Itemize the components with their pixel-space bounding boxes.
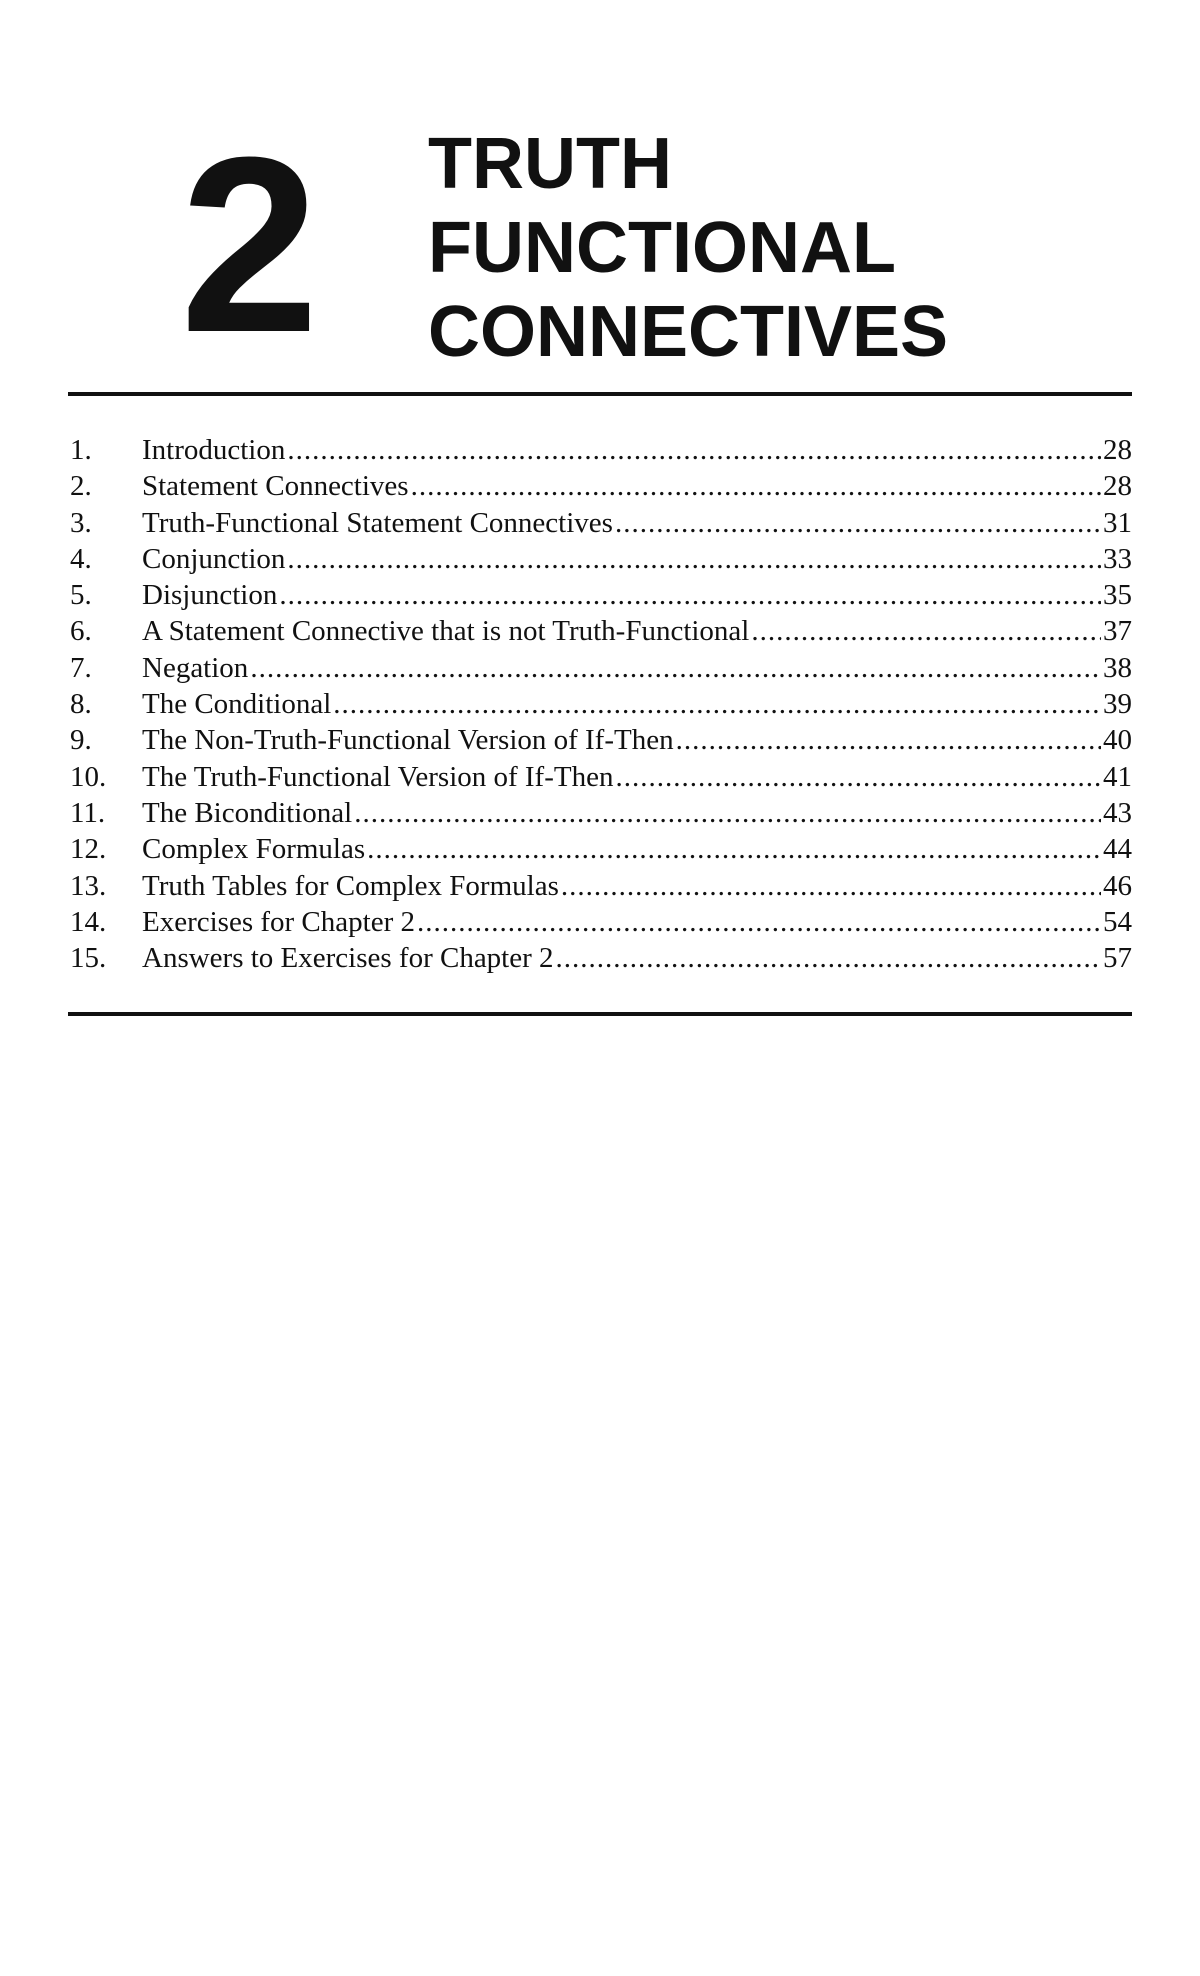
toc-entry-number: 4. (70, 542, 92, 575)
chapter-number: 2 (180, 105, 320, 384)
toc-entry[interactable] (70, 505, 1132, 541)
dot-leader (417, 904, 1101, 940)
toc-entry-number: 1. (70, 434, 92, 466)
toc-entry-title: Introduction (142, 434, 286, 466)
toc-entry[interactable] (70, 432, 1132, 468)
toc-entry-title: The Non-Truth-Functional Version of If-Then (142, 724, 674, 757)
dot-leader (354, 795, 1101, 831)
toc-entry-page: 54 (1103, 905, 1132, 938)
toc-entry[interactable] (70, 686, 1132, 722)
toc-entry-title: Statement Connectives (142, 470, 409, 503)
bottom-divider (68, 1012, 1132, 1016)
toc-entry[interactable] (70, 468, 1132, 504)
dot-leader (751, 613, 1101, 649)
toc-entry-page: 33 (1103, 542, 1132, 575)
toc-entry-page: 57 (1103, 942, 1132, 975)
toc-entry-page: 38 (1103, 651, 1132, 684)
dot-leader (287, 541, 1101, 577)
toc-entry-page: 35 (1103, 579, 1132, 612)
toc-entry[interactable] (70, 831, 1132, 867)
toc-entry-number: 10. (70, 760, 107, 793)
toc-entry-title: Complex Formulas (142, 833, 366, 866)
toc-entry-number: 8. (70, 688, 92, 721)
toc-entry-number: 3. (70, 506, 92, 539)
toc-entry-number: 13. (70, 869, 107, 902)
dot-leader (615, 759, 1101, 795)
toc-entry[interactable] (70, 650, 1132, 686)
dot-leader (676, 722, 1101, 758)
toc-entry-number: 11. (70, 796, 106, 829)
dot-leader (287, 432, 1101, 468)
dot-leader (411, 468, 1101, 504)
dot-leader (279, 577, 1101, 613)
toc-entry[interactable] (70, 722, 1132, 758)
toc-entry[interactable] (70, 940, 1132, 976)
toc-entry-title: Truth Tables for Complex Formulas (142, 869, 559, 902)
toc-entry-page: 44 (1103, 833, 1132, 866)
toc-entry-page: 37 (1103, 615, 1132, 648)
chapter-title-line: FUNCTIONAL (428, 208, 896, 288)
toc-entry-page: 31 (1103, 506, 1132, 539)
dot-leader (333, 686, 1101, 722)
toc-entry[interactable] (70, 541, 1132, 577)
toc-entry-page: 40 (1103, 724, 1132, 757)
toc-entry-number: 7. (70, 651, 92, 684)
toc-entry-number: 14. (70, 905, 107, 938)
toc-entry-title: Conjunction (142, 542, 286, 575)
toc-entry[interactable] (70, 795, 1132, 831)
toc-entry-page: 39 (1103, 688, 1132, 721)
toc-entry[interactable] (70, 613, 1132, 649)
toc-entry-number: 9. (70, 724, 92, 757)
toc-entry-title: The Conditional (142, 688, 332, 721)
toc-entry-page: 41 (1103, 760, 1132, 793)
toc-entry-title: Answers to Exercises for Chapter 2 (142, 942, 554, 975)
toc-entry-number: 2. (70, 470, 92, 503)
toc-entry-page: 43 (1103, 796, 1132, 829)
toc-entry-title: The Truth-Functional Version of If-Then (142, 760, 614, 793)
chapter-title (428, 122, 948, 374)
chapter-title-line: TRUTH (428, 124, 672, 204)
toc-entry-title: Negation (142, 651, 249, 684)
toc-entry[interactable] (70, 868, 1132, 904)
chapter-title-line: CONNECTIVES (428, 292, 949, 372)
toc-entry-title: Disjunction (142, 579, 278, 612)
toc-entry-page: 28 (1103, 434, 1132, 466)
toc-entry-page: 46 (1103, 869, 1132, 902)
dot-leader (367, 831, 1101, 867)
toc-entry-number: 15. (70, 942, 107, 975)
toc-entry-title: Exercises for Chapter 2 (142, 905, 415, 938)
chapter-header (0, 0, 1200, 400)
toc-entry[interactable] (70, 577, 1132, 613)
dot-leader (615, 505, 1101, 541)
toc-entry-number: 5. (70, 579, 92, 612)
dot-leader (561, 868, 1101, 904)
top-divider (68, 392, 1132, 396)
toc-entry-number: 12. (70, 833, 107, 866)
toc-entry[interactable] (70, 904, 1132, 940)
toc-entry[interactable] (70, 759, 1132, 795)
dot-leader (556, 940, 1101, 976)
toc-entry-title: The Biconditional (142, 796, 353, 829)
toc-entry-number: 6. (70, 615, 92, 648)
dot-leader (250, 650, 1101, 686)
table-of-contents (70, 432, 1132, 976)
toc-entry-title: Truth-Functional Statement Connectives (142, 506, 613, 539)
toc-entry-title: A Statement Connective that is not Truth-Functional (142, 615, 750, 648)
toc-entry-page: 28 (1103, 470, 1132, 503)
